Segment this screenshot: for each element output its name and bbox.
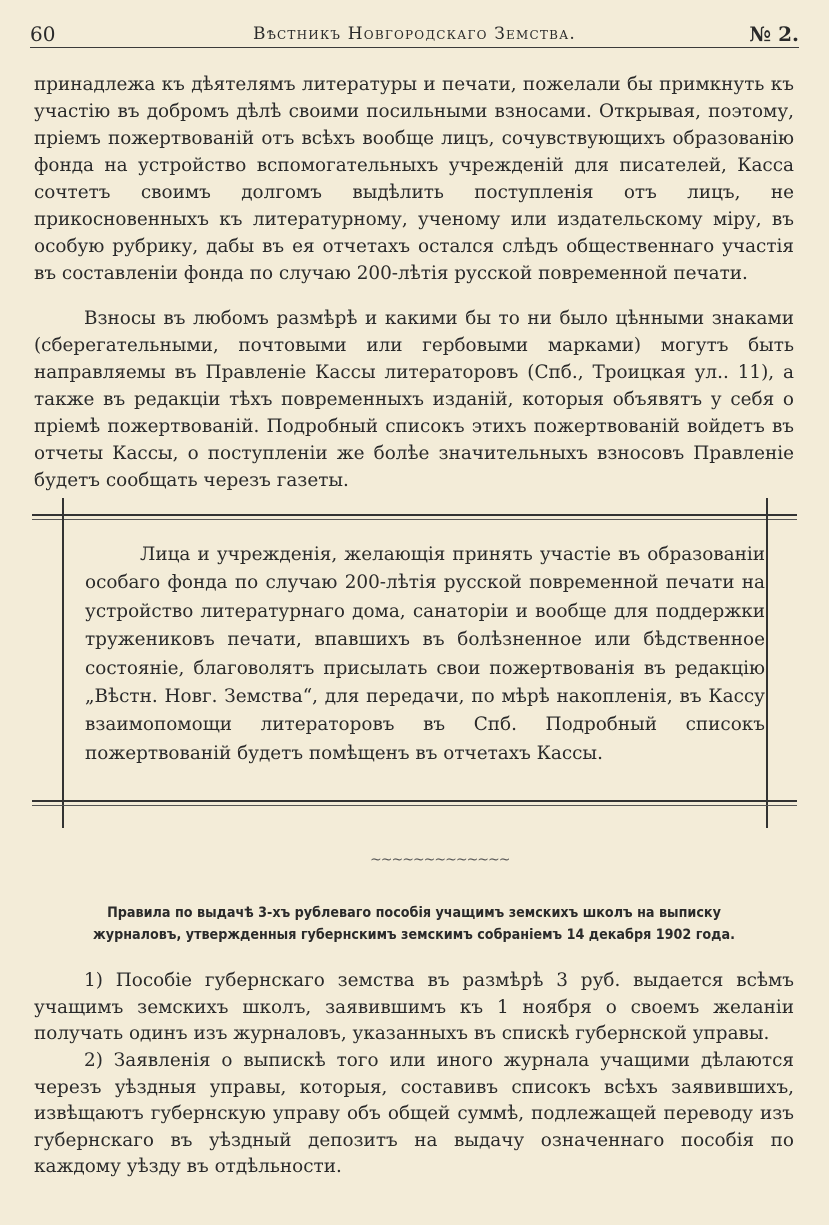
notice-box-text: Лица и учрежденія, желающія принять участіе въ образованіи особаго фонда по случаю 200-лѣтія русской повременной печати на устройство литературнаго дома, санаторіи и вообще для поддержки тружениковъ печати, впавшихъ въ болѣзненное или бѣдственное состояніе, благоволятъ присылать свои пожертвованія въ редакцію „Вѣстн. Новг. Земства“, для передачи, по мѣрѣ накопленія, въ Кассу взаимопомощи литераторовъ въ Спб. Подробный списокъ пожертвованій будетъ помѣщенъ въ отчетахъ Кассы. — [85, 544, 765, 764]
box-left-border — [62, 498, 64, 828]
box-bottom-rule-thin — [32, 805, 797, 806]
page-number: 60 — [30, 22, 56, 46]
article-paragraph-1: принадлежа къ дѣятелямъ литературы и печати, пожелали бы примкнуть къ участію въ добромъ дѣлѣ своими посильными взносами. Открывая, поэтому, пріемъ пожертвованій отъ всѣхъ вообще лицъ, сочувствующихъ образованію фонда на устройство вспомогательныхъ учрежденій для писателей, Касса сочтетъ своимъ долгомъ выдѣлить поступленія отъ лицъ, не прикосновенныхъ къ литературному, ученому или издательскому міру, въ особую рубрику, дабы въ ея отчетахъ остался слѣдъ общественнаго участія въ составленіи фонда по случаю 200-лѣтія русской повременной печати. — [34, 74, 794, 284]
box-bottom-rule — [32, 800, 797, 802]
box-top-rule — [32, 514, 797, 516]
box-top-rule-thin — [32, 519, 797, 520]
page-header — [30, 18, 799, 48]
rule-item-1: 1) Пособіе губернскаго земства въ размѣрѣ 3 руб. выдается всѣмъ учащимъ земскихъ школъ, заявившимъ къ 1 ноября о своемъ желаніи получать одинъ изъ журналовъ, указанныхъ въ спискѣ губернской управы. — [34, 970, 794, 1044]
issue-number: № 2. — [749, 22, 799, 46]
rule-item-2: 2) Заявленія о выпискѣ того или иного журнала учащими дѣлаются черезъ уѣздныя управы, которыя, составивъ списокъ всѣхъ заявившихъ, извѣщаютъ губернскую управу объ общей суммѣ, подлежащей переводу изъ губернскаго въ уѣздный депозитъ на выдачу означеннаго пособія по каждому уѣзду въ отдѣльности. — [34, 1050, 794, 1177]
rules-title: Правила по выдачѣ 3-хъ рублеваго пособія учащимъ земскихъ школъ на выписку журналовъ, утвержденныя губернскимъ земскимъ собраніемъ 14 декабря 1902 года. — [93, 905, 735, 943]
article-paragraph-2: Взносы въ любомъ размѣрѣ и какими бы то ни было цѣнными знаками (сберегательными, почтовыми или гербовыми марками) могутъ быть направляемы въ Правленіе Кассы литераторовъ (Спб., Троицкая ул.. 11), а также въ редакціи тѣхъ повременныхъ изданій, которыя объявятъ у себя о пріемѣ пожертвованій. Подробный списокъ этихъ пожертвованій войдетъ въ отчеты Кассы, о поступленіи же болѣе значительныхъ взносовъ Правленіе будетъ сообщать черезъ газеты. — [34, 308, 794, 491]
header-rule — [30, 47, 799, 48]
box-right-border — [766, 498, 768, 828]
journal-title: Вѣстникъ Новгородскаго Земства. — [253, 24, 576, 44]
section-ornament: ~~~~~~~~~~~~~ — [370, 852, 510, 868]
